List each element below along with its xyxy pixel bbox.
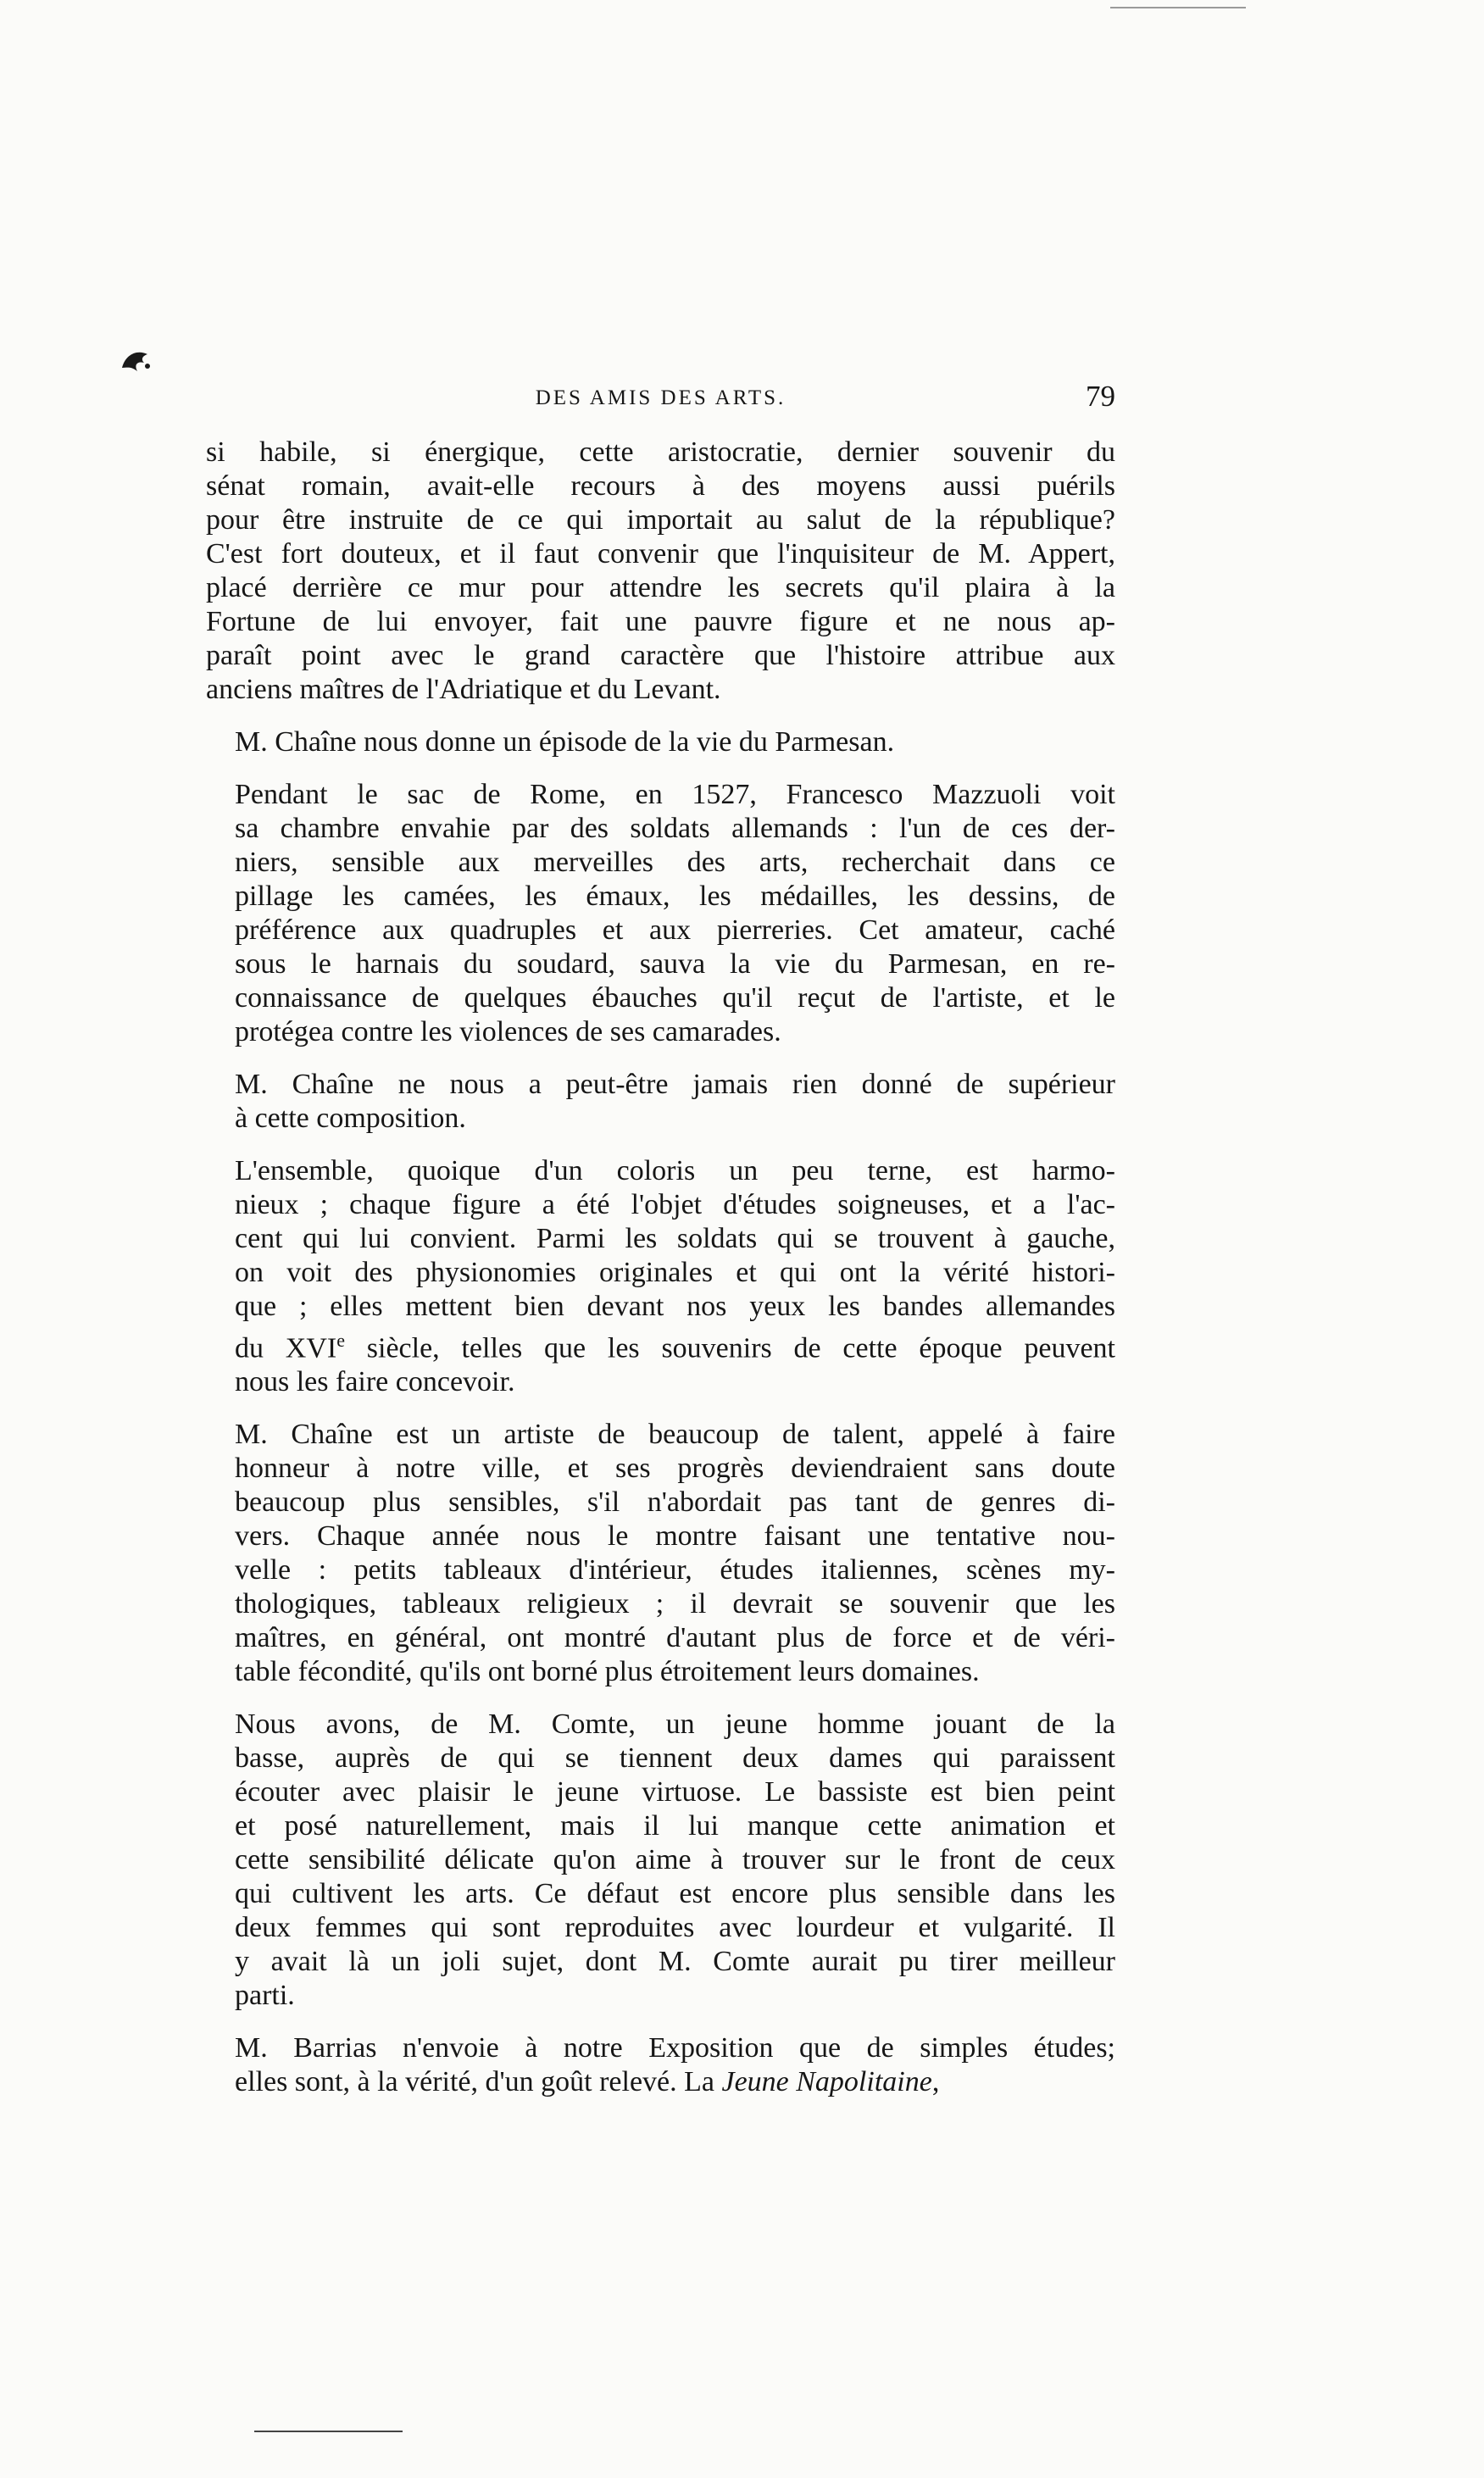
text-line: Fortune de lui envoyer, fait une pauvre figure et ne nous ap- [206,606,1115,637]
printer-ornament-icon [119,347,153,376]
paragraph [206,1068,1115,1136]
paragraph [206,1418,1115,1689]
running-title: DES AMIS DES ARTS. [535,386,786,409]
text-line: Pendant le sac de Rome, en 1527, Francesco Mazzuoli voit [235,779,1115,810]
text-line: et posé naturellement, mais il lui manque cette animation et [235,1810,1115,1842]
text-line: thologiques, tableaux religieux ; il devrait se souvenir que les [235,1588,1115,1620]
text-line: velle : petits tableaux d'intérieur, études italiennes, scènes my- [235,1554,1115,1586]
paragraph [206,1154,1115,1399]
text-line: nous les faire concevoir. [235,1366,515,1398]
paragraph [206,2031,1115,2099]
text-line: protégea contre les violences de ses camarades. [235,1016,781,1047]
text-line: préférence aux quadruples et aux pierreries. Cet amateur, caché [235,914,1115,946]
paragraph [206,1708,1115,2013]
text-line: honneur à notre ville, et ses progrès deviendraient sans doute [235,1453,1115,1485]
body-text [206,436,1115,2118]
text-line: on voit des physionomies originales et qui ont la vérité histori- [235,1257,1115,1288]
footer-rule [254,2431,403,2432]
text-line: L'ensemble, quoique d'un coloris un peu terne, est harmo- [235,1155,1115,1186]
text-line: y avait là un joli sujet, dont M. Comte aurait pu tirer meilleur [235,1946,1115,1978]
text-line: niers, sensible aux merveilles des arts, recherchait dans ce [235,847,1115,878]
text-line: vers. Chaque année nous le montre faisant une tentative nou- [235,1520,1115,1553]
text-line: parti. [235,1980,295,2012]
text-line: maîtres, en général, ont montré d'autant plus de force et de véri- [235,1622,1115,1654]
text-line: paraît point avec le grand caractère que l'histoire attribue aux [206,640,1115,671]
text-line: écouter avec plaisir le jeune virtuose. Le bassiste est bien peint [235,1776,1115,1808]
text-line: pour être instruite de ce qui importait au salut de la république? [206,504,1115,536]
page-header [206,378,1115,425]
text-line: elles sont, à la vérité, d'un goût relevé. La Jeune Napolitaine, [235,2066,940,2098]
text-line: pillage les camées, les émaux, les médailles, les dessins, de [235,881,1115,912]
text-line: sa chambre envahie par des soldats allemands : l'un de ces der- [235,813,1115,844]
text-line: deux femmes qui sont reproduites avec lourdeur et vulgarité. Il [235,1912,1115,1944]
text-line: à cette composition. [235,1103,466,1134]
text-line: connaissance de quelques ébauches qu'il reçut de l'artiste, et le [235,982,1115,1014]
text-line: Nous avons, de M. Comte, un jeune homme jouant de la [235,1708,1115,1741]
text-line: M. Barrias n'envoie à notre Exposition que de simples études; [235,2032,1115,2064]
text-line: sénat romain, avait-elle recours à des moyens aussi puérils [206,470,1115,502]
paragraph [206,778,1115,1049]
text-line: M. Chaîne ne nous a peut-être jamais rien donné de supérieur [235,1069,1115,1100]
paragraph [206,725,1115,759]
text-line: cette sensibilité délicate qu'on aime à trouver sur le front de ceux [235,1844,1115,1876]
text-line: du XVIe siècle, telles que les souvenirs de cette époque peuvent [235,1330,1115,1364]
text-line: beaucoup plus sensibles, s'il n'abordait pas tant de genres di- [235,1486,1115,1519]
paragraph [206,436,1115,707]
text-line: nieux ; chaque figure a été l'objet d'études soigneuses, et a l'ac- [235,1189,1115,1220]
text-line: qui cultivent les arts. Ce défaut est encore plus sensible dans les [235,1878,1115,1910]
text-line: si habile, si énergique, cette aristocratie, dernier souvenir du [206,436,1115,468]
text-line: placé derrière ce mur pour attendre les secrets qu'il plaira à la [206,572,1115,603]
text-line: cent qui lui convient. Parmi les soldats qui se trouvent à gauche, [235,1223,1115,1254]
top-edge-rule [1110,7,1246,8]
text-line: table fécondité, qu'ils ont borné plus étroitement leurs domaines. [235,1656,980,1688]
page-number: 79 [1086,380,1115,413]
text-line: M. Chaîne est un artiste de beaucoup de talent, appelé à faire [235,1419,1115,1451]
text-line: que ; elles mettent bien devant nos yeux les bandes allemandes [235,1291,1115,1322]
text-line: C'est fort douteux, et il faut convenir que l'inquisiteur de M. Appert, [206,538,1115,569]
text-line: M. Chaîne nous donne un épisode de la vie du Parmesan. [235,726,895,758]
text-line: basse, auprès de qui se tiennent deux dames qui paraissent [235,1742,1115,1775]
text-line: anciens maîtres de l'Adriatique et du Levant. [206,674,721,705]
text-line: sous le harnais du soudard, sauva la vie du Parmesan, en re- [235,948,1115,980]
